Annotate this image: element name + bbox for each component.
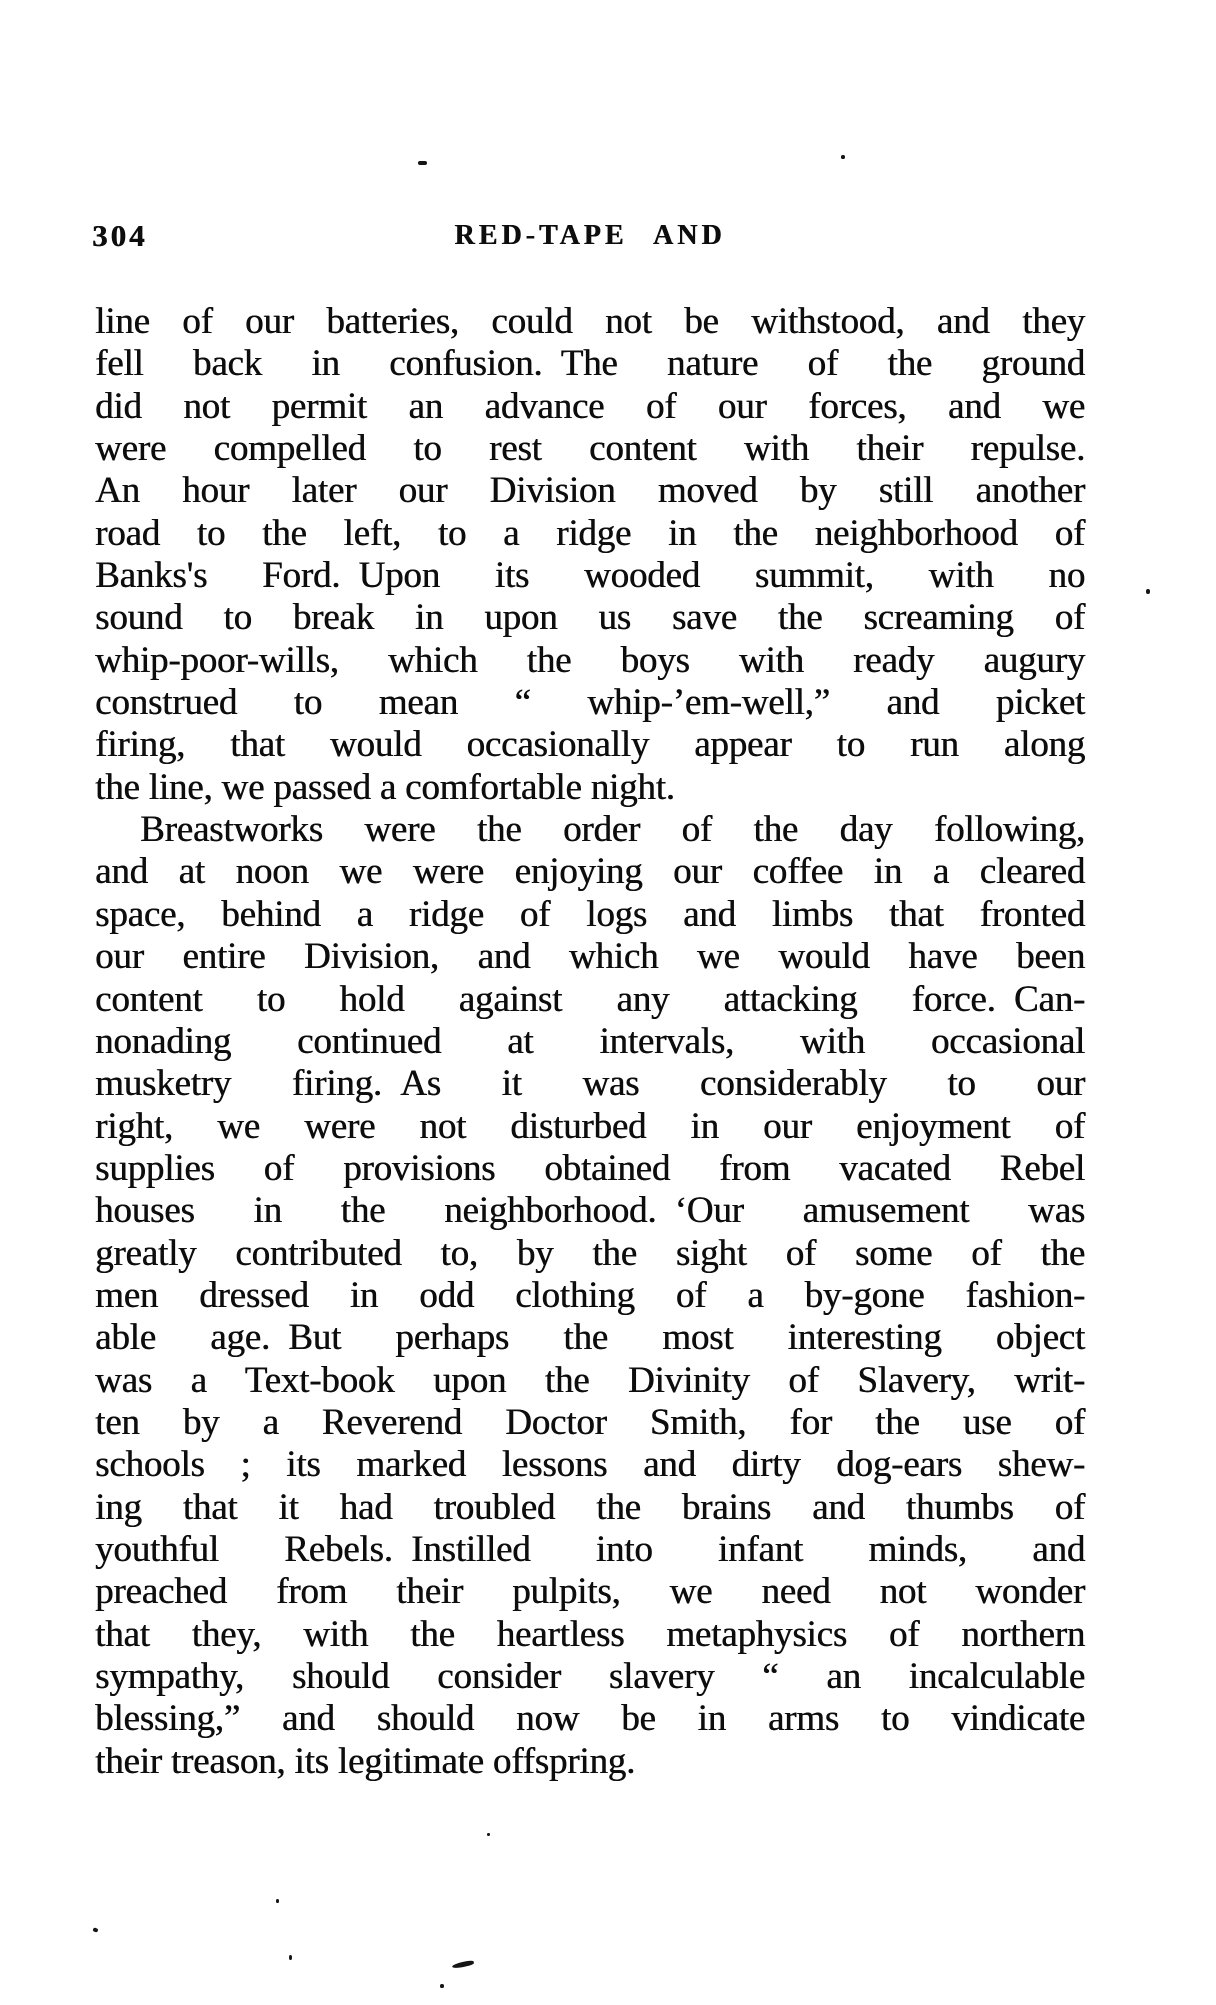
text-line: the line, we passed a comfortable night.	[95, 766, 675, 808]
scan-speck	[289, 1955, 292, 1960]
text-line: men dressed in odd clothing of a by-gone fashion-	[95, 1274, 1085, 1316]
text-line: firing, that would occasionally appear to run along	[95, 724, 1085, 766]
scan-speck	[440, 1984, 444, 1988]
text-line: Breastworks were the order of the day following,	[140, 809, 1085, 851]
paragraph	[95, 301, 1085, 809]
scan-speck	[487, 1833, 490, 1836]
scan-speck	[276, 1899, 279, 1903]
text-line: blessing,” and should now be in arms to vindicate	[95, 1698, 1085, 1740]
text-line: Banks's Ford. Upon its wooded summit, with no	[95, 555, 1085, 597]
text-line: were compelled to rest content with their repulse.	[95, 428, 1085, 470]
text-line: musketry firing. As it was considerably to our	[95, 1063, 1085, 1105]
text-line: supplies of provisions obtained from vacated Rebel	[95, 1147, 1085, 1189]
text-line: youthful Rebels. Instilled into infant minds, and	[95, 1528, 1085, 1570]
scan-speck	[452, 1960, 475, 1969]
text-line: content to hold against any attacking force. Can-	[95, 978, 1085, 1020]
text-line: construed to mean “ whip-’em-well,” and picket	[95, 682, 1085, 724]
text-line: did not permit an advance of our forces, and we	[95, 385, 1085, 427]
text-line: houses in the neighborhood. ‘Our amusement was	[95, 1190, 1085, 1232]
text-line: sound to break in upon us save the screaming of	[95, 597, 1085, 639]
text-line: space, behind a ridge of logs and limbs that fronted	[95, 893, 1085, 935]
text-line: and at noon we were enjoying our coffee in a cleared	[95, 851, 1085, 893]
scan-speck	[418, 161, 427, 165]
text-line: our entire Division, and which we would have been	[95, 936, 1085, 978]
text-line: was a Text-book upon the Divinity of Slavery, writ-	[95, 1359, 1085, 1401]
text-line: greatly contributed to, by the sight of some of the	[95, 1232, 1085, 1274]
running-header: RED-TAPE AND	[454, 220, 726, 251]
text-line: able age. But perhaps the most interesting object	[95, 1317, 1085, 1359]
text-line: their treason, its legitimate offspring.	[95, 1740, 636, 1782]
text-line: preached from their pulpits, we need not wonder	[95, 1571, 1085, 1613]
paragraph	[95, 809, 1085, 1783]
text-line: whip-poor-wills, which the boys with ready augury	[95, 639, 1085, 681]
scan-speck	[92, 1927, 98, 1932]
text-line: nonading continued at intervals, with occasional	[95, 1020, 1085, 1062]
page-number: 304	[92, 218, 148, 253]
scan-speck	[841, 155, 845, 159]
text-line: road to the left, to a ridge in the neighborhood of	[95, 512, 1085, 554]
text-line: that they, with the heartless metaphysics of northern	[95, 1613, 1085, 1655]
text-line: schools ; its marked lessons and dirty dog-ears shew-	[95, 1444, 1085, 1486]
text-line: line of our batteries, could not be withstood, and they	[95, 301, 1085, 342]
text-line: ten by a Reverend Doctor Smith, for the use of	[95, 1401, 1085, 1443]
text-line: fell back in confusion. The nature of the ground	[95, 343, 1085, 385]
text-line: ing that it had troubled the brains and thumbs of	[95, 1486, 1085, 1528]
text-line: An hour later our Division moved by still another	[95, 470, 1085, 512]
body-text	[95, 301, 1085, 1783]
scan-speck	[1146, 589, 1150, 594]
text-line: right, we were not disturbed in our enjoyment of	[95, 1105, 1085, 1147]
text-line: sympathy, should consider slavery “ an incalculable	[95, 1656, 1085, 1697]
